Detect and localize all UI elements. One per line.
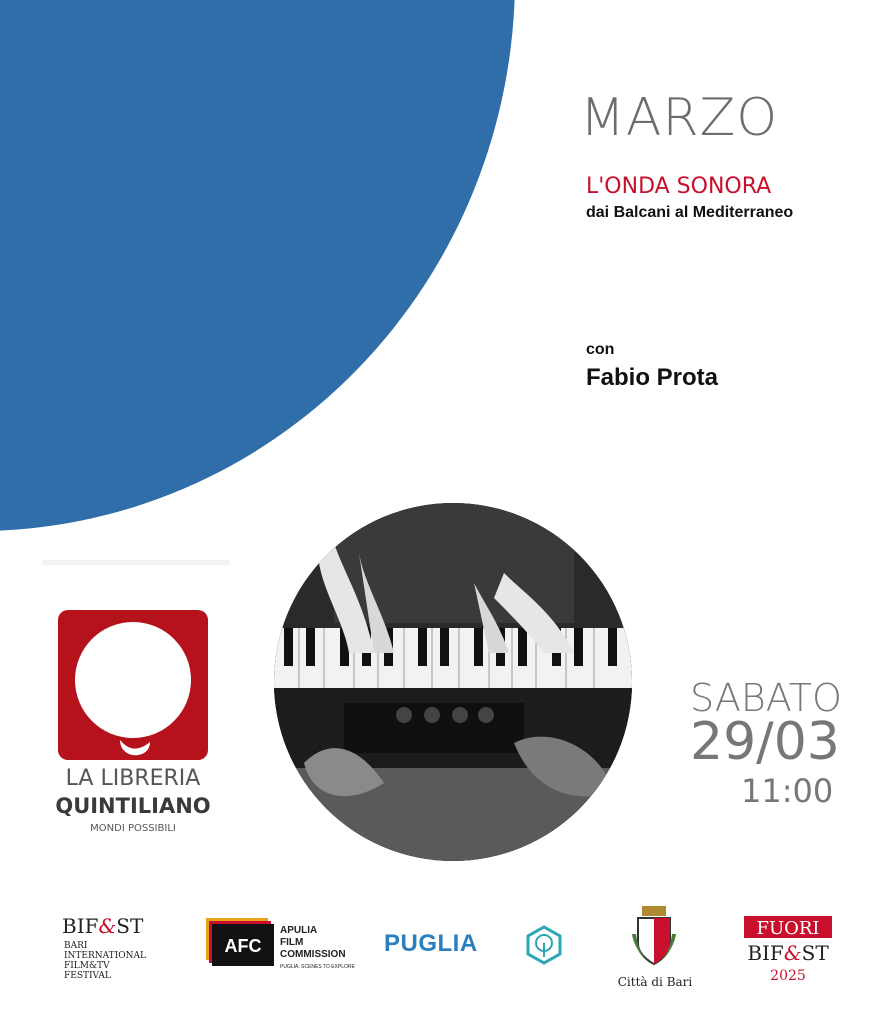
libreria-q-logo-icon bbox=[58, 610, 208, 760]
afc-mark-text: AFC bbox=[224, 936, 262, 956]
libreria-name-line2: QUINTILIANO bbox=[55, 794, 211, 818]
event-title: L'ONDA SONORA bbox=[586, 174, 772, 199]
libreria-tagline: MONDI POSSIBILI bbox=[90, 823, 176, 834]
event-time: 11:00 bbox=[741, 772, 834, 810]
month-heading: MARZO bbox=[580, 88, 779, 148]
fuori-year: 2025 bbox=[770, 968, 806, 984]
event-subtitle: dai Balcani al Mediterraneo bbox=[586, 204, 794, 221]
bifest-subtitle bbox=[64, 941, 146, 981]
bifest-line: FILM&TV bbox=[64, 961, 110, 971]
afc-line: COMMISSION bbox=[280, 949, 346, 960]
bifest-title-post: ST bbox=[116, 914, 144, 938]
bifest-line: FESTIVAL bbox=[64, 971, 111, 981]
event-day: SABATO bbox=[690, 676, 842, 720]
bari-label: Città di Bari bbox=[617, 975, 693, 989]
fuori-line2-post: ST bbox=[801, 941, 829, 965]
libreria-name-line1: LA LIBRERIA bbox=[65, 766, 201, 791]
with-label: con bbox=[586, 341, 615, 358]
bari-crest-icon bbox=[630, 904, 678, 970]
bifest-title-pre: BIF bbox=[62, 914, 99, 938]
piano-photo bbox=[274, 503, 632, 861]
afc-name bbox=[280, 925, 346, 961]
blue-circle-decoration bbox=[0, 0, 515, 531]
fuori-line1: FUORI bbox=[756, 918, 820, 939]
afc-logo-mark bbox=[206, 918, 274, 966]
divider-line bbox=[42, 560, 230, 565]
afc-line: FILM bbox=[280, 937, 304, 948]
puglia-logo-text: PUGLIA bbox=[384, 930, 478, 957]
fuori-line2-amp: & bbox=[783, 941, 802, 965]
bifest-title-amp: & bbox=[98, 914, 117, 938]
fuori-bifest-logo bbox=[740, 912, 836, 988]
fuori-line2-pre: BIF bbox=[747, 941, 784, 965]
svg-text:BIF&ST bbox=[747, 941, 829, 965]
bifest-line: BARI bbox=[64, 941, 88, 951]
puglia-tree-emblem-icon bbox=[524, 925, 564, 965]
event-date: 29/03 bbox=[690, 712, 840, 772]
artist-name: Fabio Prota bbox=[586, 364, 719, 391]
bifest-line: INTERNATIONAL bbox=[64, 951, 146, 961]
afc-line: APULIA bbox=[280, 925, 318, 936]
afc-tagline: PUGLIA. SCENES TO EXPLORE bbox=[280, 964, 355, 970]
